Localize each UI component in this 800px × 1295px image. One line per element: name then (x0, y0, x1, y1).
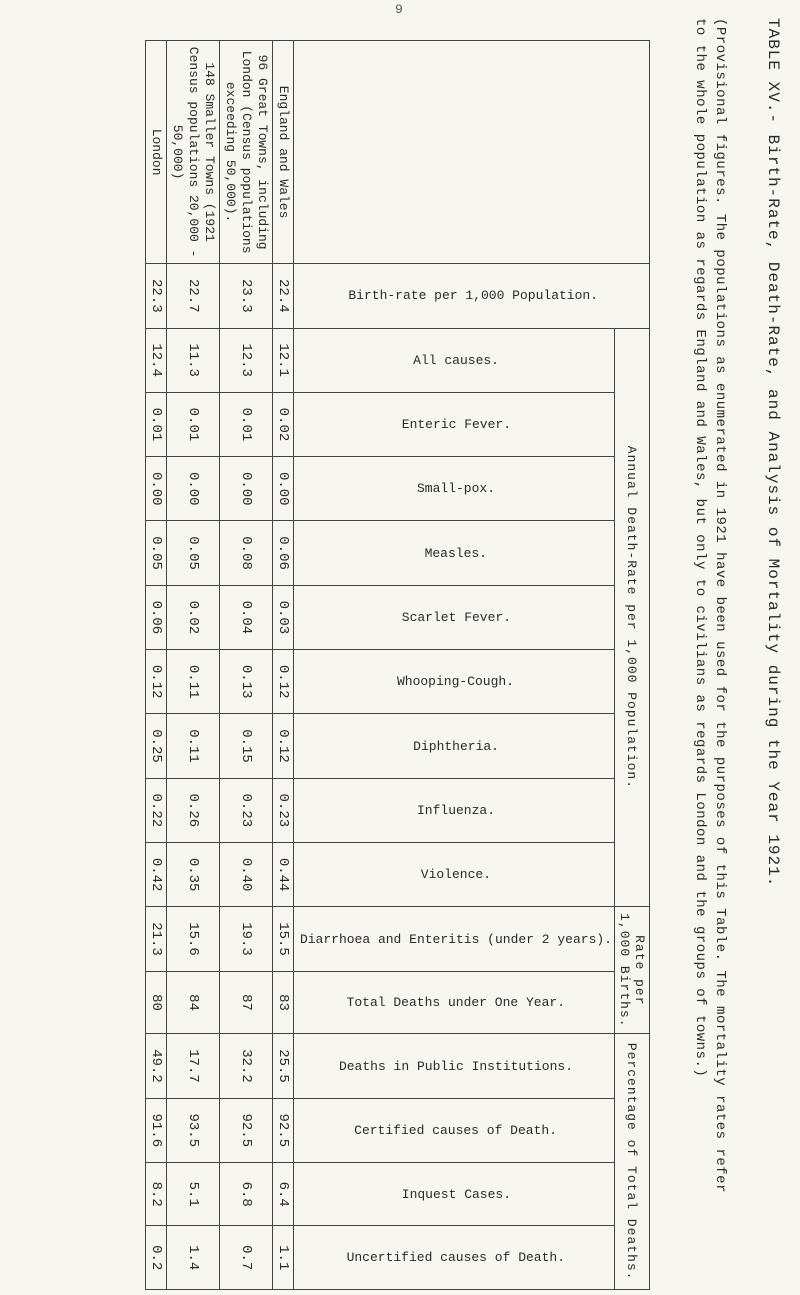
area-column-header (293, 41, 649, 264)
diphtheria-cell: 0.15 (219, 714, 272, 778)
smallpox-header-text: Small-pox. (416, 481, 495, 497)
under-one-cell: 87 (219, 971, 272, 1034)
all-causes-cell: 12.3 (219, 328, 272, 392)
diarrhoea-header-text: Diarrhoea and Enteritis (under 2 years). (299, 931, 612, 947)
area-great-towns: 96 Great Towns, including London (Census populations exceeding 50,000). (219, 41, 272, 264)
diarrhoea-cell: 21.3 (145, 907, 166, 971)
public-institutions-header (293, 1034, 614, 1098)
enteric-cell: 0.02 (272, 392, 293, 456)
measles-header-text: Measles. (424, 545, 488, 561)
measles-header (293, 521, 614, 585)
table-title: TABLE XV.- Birth-Rate, Death-Rate, and Analysis of Mortality during the Year 1921. (764, 18, 782, 888)
birth-rate-header (293, 264, 649, 328)
certified-header (293, 1098, 614, 1162)
influenza-cell: 0.26 (166, 778, 219, 842)
violence-header (293, 843, 614, 907)
public-institutions-cell: 32.2 (219, 1034, 272, 1098)
public-institutions-cell: 17.7 (166, 1034, 219, 1098)
influenza-header (293, 778, 614, 842)
measles-cell: 0.06 (272, 521, 293, 585)
diarrhoea-header (293, 907, 614, 971)
birth-rate-header-text: Birth-rate per 1,000 Population. (348, 288, 599, 304)
table-row (145, 41, 166, 1290)
smallpox-cell: 0.00 (166, 457, 219, 521)
influenza-cell: 0.23 (272, 778, 293, 842)
smallpox-cell: 0.00 (272, 457, 293, 521)
all-causes-cell: 11.3 (166, 328, 219, 392)
smallpox-cell: 0.00 (219, 457, 272, 521)
table-row (272, 41, 293, 1290)
death-rate-group-header: Annual Death-Rate per 1,000 Population. (615, 328, 650, 907)
under-one-cell: 80 (145, 971, 166, 1034)
table-row (166, 41, 219, 1290)
under-one-header-text: Total Deaths under One Year. (346, 995, 566, 1011)
all-causes-cell: 12.4 (145, 328, 166, 392)
smallpox-cell: 0.00 (145, 457, 166, 521)
rotated-page (10, 0, 800, 1290)
inquest-cell: 5.1 (166, 1162, 219, 1225)
enteric-cell: 0.01 (145, 392, 166, 456)
diphtheria-header (293, 714, 614, 778)
scarlet-header-text: Scarlet Fever. (401, 609, 511, 625)
whooping-cell: 0.11 (166, 650, 219, 714)
diarrhoea-cell: 19.3 (219, 907, 272, 971)
inquest-cell: 8.2 (145, 1162, 166, 1225)
whooping-header (293, 650, 614, 714)
diphtheria-header-text: Diphtheria. (413, 738, 499, 754)
uncertified-cell: 0.2 (145, 1226, 166, 1290)
all-causes-cell: 12.1 (272, 328, 293, 392)
uncertified-cell: 1.4 (166, 1226, 219, 1290)
public-institutions-header-text: Deaths in Public Institutions. (338, 1058, 573, 1074)
enteric-cell: 0.01 (166, 392, 219, 456)
scarlet-header (293, 585, 614, 649)
diphtheria-cell: 0.25 (145, 714, 166, 778)
violence-cell: 0.40 (219, 843, 272, 907)
scarlet-cell: 0.02 (166, 585, 219, 649)
influenza-header-text: Influenza. (416, 802, 495, 818)
enteric-header (293, 392, 614, 456)
violence-header-text: Violence. (420, 867, 492, 883)
all-causes-header-text: All causes. (413, 352, 499, 368)
page-number: 9 (395, 2, 403, 17)
inquest-cell: 6.4 (272, 1162, 293, 1225)
inquest-header (293, 1162, 614, 1225)
inquest-cell: 6.8 (219, 1162, 272, 1225)
area-england-wales: England and Wales (272, 41, 293, 264)
whooping-cell: 0.12 (145, 650, 166, 714)
measles-cell: 0.05 (166, 521, 219, 585)
inquest-header-text: Inquest Cases. (401, 1186, 511, 1202)
scarlet-cell: 0.06 (145, 585, 166, 649)
certified-cell: 93.5 (166, 1098, 219, 1162)
under-one-cell: 84 (166, 971, 219, 1034)
scarlet-cell: 0.04 (219, 585, 272, 649)
births-group-header: Rate per 1,000 Births. (615, 907, 650, 1034)
certified-header-text: Certified causes of Death. (354, 1122, 558, 1138)
public-institutions-cell: 25.5 (272, 1034, 293, 1098)
scarlet-cell: 0.03 (272, 585, 293, 649)
mortality-table (145, 40, 650, 1290)
public-institutions-cell: 49.2 (145, 1034, 166, 1098)
table-row (219, 41, 272, 1290)
certified-cell: 92.5 (219, 1098, 272, 1162)
area-smaller-towns: 148 Smaller Towns (1921 Census populations 20,000 - 50,000) (166, 41, 219, 264)
under-one-cell: 83 (272, 971, 293, 1034)
influenza-cell: 0.23 (219, 778, 272, 842)
uncertified-header (293, 1226, 614, 1290)
certified-cell: 92.5 (272, 1098, 293, 1162)
violence-cell: 0.44 (272, 843, 293, 907)
diarrhoea-cell: 15.6 (166, 907, 219, 971)
diphtheria-cell: 0.12 (272, 714, 293, 778)
measles-cell: 0.08 (219, 521, 272, 585)
table-header-block (655, 0, 790, 1290)
violence-cell: 0.35 (166, 843, 219, 907)
diarrhoea-cell: 15.5 (272, 907, 293, 971)
table-note: (Provisional figures. The populations as enumerated in 1921 have been used for the purposes of this Table. The mortality rates refer to the whole population as regards England and Wales, but only to civilians as regards London and the groups of towns.) (692, 18, 728, 1193)
enteric-header-text: Enteric Fever. (401, 416, 511, 432)
uncertified-cell: 1.1 (272, 1226, 293, 1290)
influenza-cell: 0.22 (145, 778, 166, 842)
whooping-cell: 0.12 (272, 650, 293, 714)
whooping-header-text: Whooping-Cough. (397, 674, 515, 690)
uncertified-cell: 0.7 (219, 1226, 272, 1290)
measles-cell: 0.05 (145, 521, 166, 585)
whooping-cell: 0.13 (219, 650, 272, 714)
under-one-header (293, 971, 614, 1034)
diphtheria-cell: 0.11 (166, 714, 219, 778)
birth-rate-cell: 22.3 (145, 264, 166, 328)
birth-rate-cell: 22.4 (272, 264, 293, 328)
enteric-cell: 0.01 (219, 392, 272, 456)
header-row-groups (615, 41, 650, 1290)
certified-cell: 91.6 (145, 1098, 166, 1162)
violence-cell: 0.42 (145, 843, 166, 907)
all-causes-header (293, 328, 614, 392)
percentage-group-header: Percentage of Total Deaths. (615, 1034, 650, 1290)
uncertified-header-text: Uncertified causes of Death. (346, 1250, 566, 1266)
birth-rate-cell: 22.7 (166, 264, 219, 328)
birth-rate-cell: 23.3 (219, 264, 272, 328)
smallpox-header (293, 457, 614, 521)
area-london: London (145, 41, 166, 264)
